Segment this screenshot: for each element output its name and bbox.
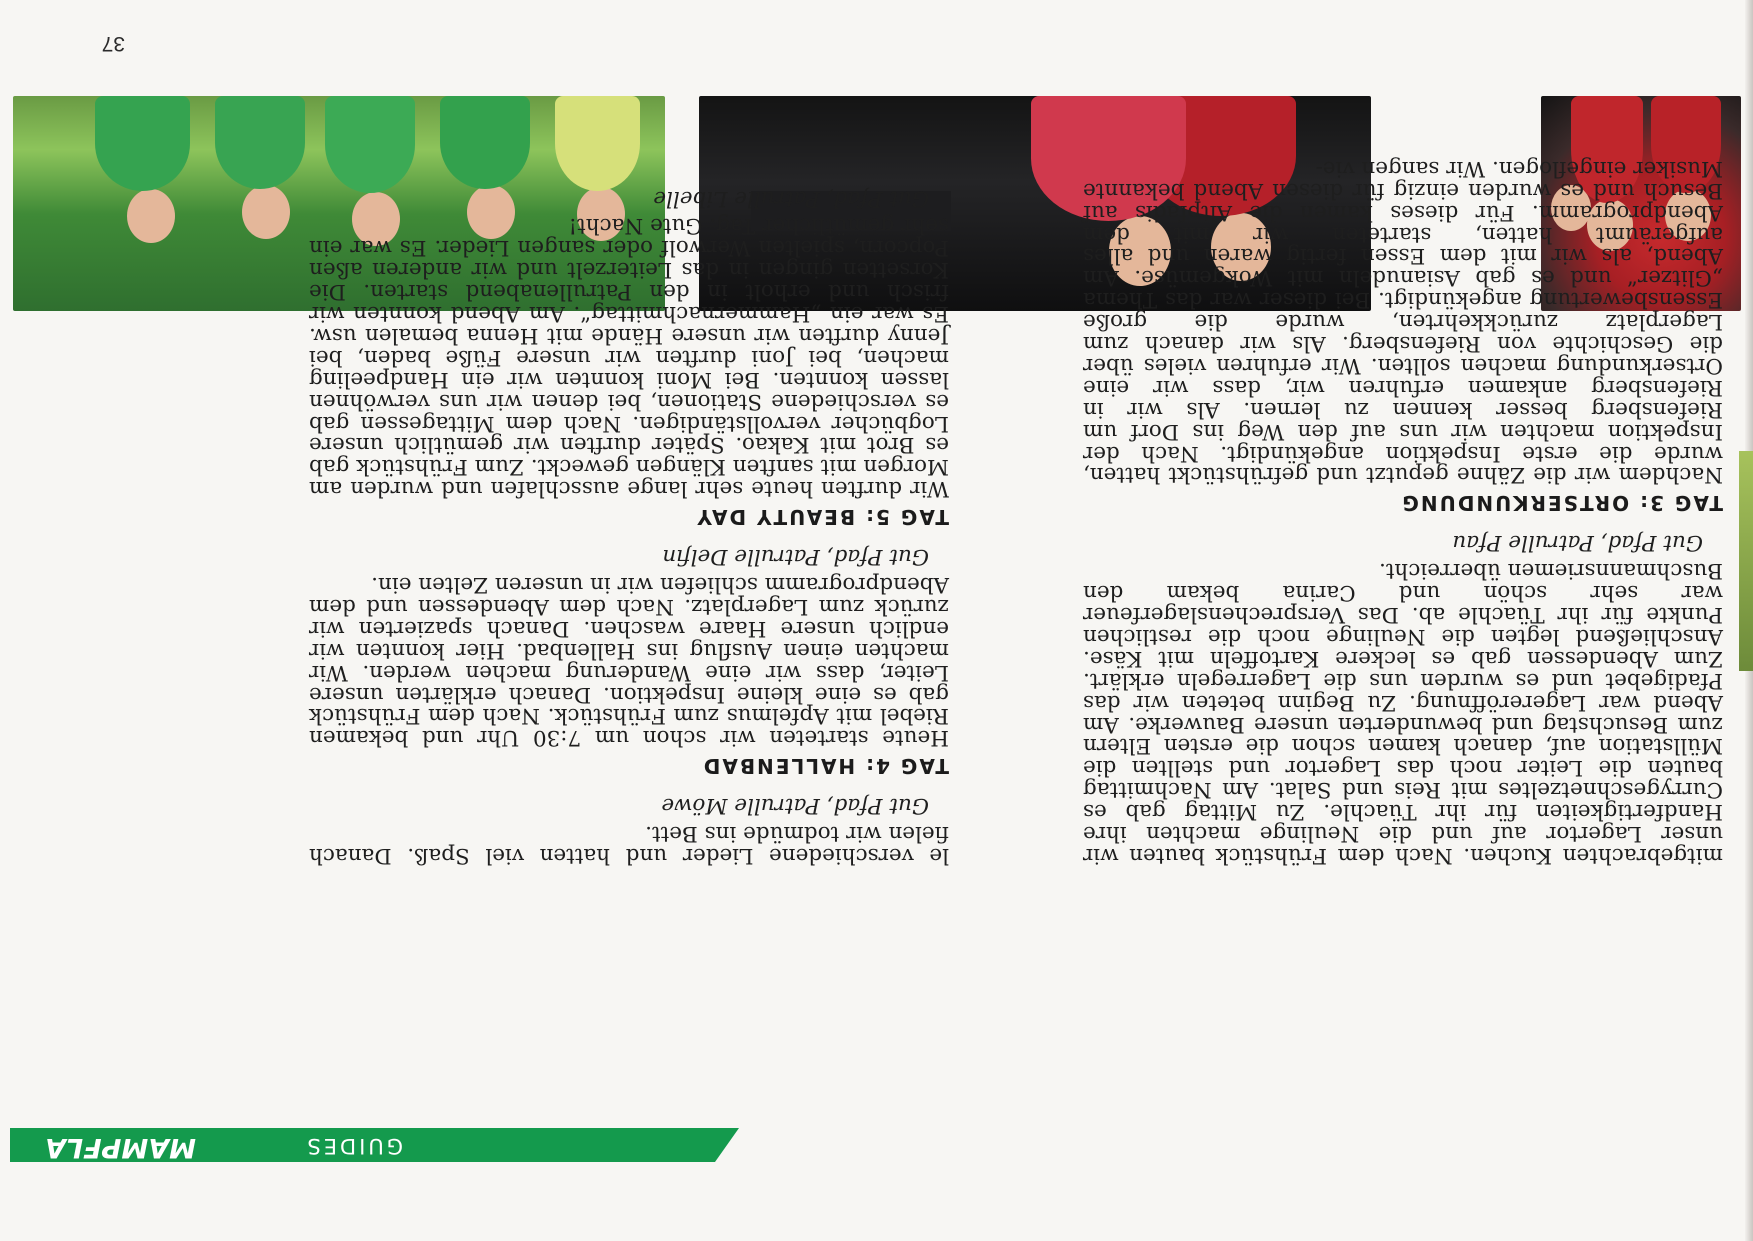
patrol-signature: Gut Pfad, Patrulle Libelle [653, 185, 929, 211]
article-paragraph: le verschiedene Lieder und hatten viel Spaß. Danach fielen wir todmüde ins Bett. [309, 821, 949, 868]
patrol-signature: Gut Pfad, Patrulle Möwe [661, 793, 929, 819]
adjacent-page-strip [1739, 451, 1753, 671]
article-column-right [309, 177, 949, 866]
section-heading: TAG 4: HALLENBAD [701, 754, 949, 779]
page-number: 37 [101, 32, 125, 55]
section-heading: TAG 3: ORTSERKUNDUNG [1400, 491, 1723, 516]
patrol-signature: Gut Pfad, Patrulle Pfau [1452, 530, 1703, 556]
patrol-signature: Gut Pfad, Patrulle Delfin [662, 544, 929, 570]
article-paragraph: Heute starteten wir schon um 7:30 Uhr und bekamen Riebel mit Apfelmus zum Frühstück. Nach dem Frühstück gab es eine kleine Inspektion. Danach erklärten unsere Leiter, dass wir eine Wanderung machen werden. Wir machten einen Ausflug ins Hallenbad. Hier konnten wir endlich unsere Haare waschen. Danach spazierten wir zurück zum Lagerplatz. Nach dem Abendessen und dem Abendprogramm schliefen wir in unseren Zelten ein. [309, 572, 949, 751]
article-paragraph: mitgebrachten Kuchen. Nach dem Frühstück bauten wir unser Lagertor auf und die Neulinge machten ihre Handfertigkeiten für ihr Tüachle. Zu Mittag gab es Currygeschnetzeltes mit Reis und Salat. Am Nachmittag bauten die Leiter noch das Lagertor und stellten die Müllstation auf, danach kamen schon die ersten Eltern zum Besuchstag und bewunderten unsere Bauwerke. Am Abend war Lagereröffnung. Zu Beginn beteten wir das Pfadigebet und es wurden uns die Lagerregeln erklärt. Zum Abendessen gab es leckere Kartoffeln mit Käse. Anschließend legten die Neulinge noch die restlichen Punkte für ihr Tüachle ab. Das Versprechenslagerfeuer war sehr schön und Carina bekam den Buschmannsriemen überreicht. [1083, 558, 1723, 868]
section-label: GUIDES [304, 1134, 403, 1158]
article-column-left [1083, 157, 1723, 866]
article-paragraph: Wir durften heute sehr lange ausschlafen und wurden am Morgen mit sanften Klängen geweckt. Zum Frühstück gab es Brot mit Kakao. Später durften wir gemütlich unsere Logbücher vervollständigen. Nach dem Mittagessen gab es verschiedene Stationen, bei denen wir uns verwöhnen lassen konnten. Bei Moni konnten wir ein Handpeeling machen, bei Joni durften wir unsere Füße baden, bei Jenny durften wir unsere Hände mit Henna bemalen usw. Es war ein „Hammernachmittag“. Am Abend konnten wir frisch und erholt in den Patrullenabend starten. Die Korsetten gingen in das Leiterzelt und wir anderen aßen Popcorn, spielten Werwolf oder sangen Lieder. Es war ein sehr gemütlicher Tag. Gute Nacht! [309, 213, 949, 502]
brand-logo-text: MAMPFLA [45, 1132, 196, 1163]
section-heading: TAG 5: BEAUTY DAY [695, 505, 949, 530]
article-paragraph: Nachdem wir die Zähne geputzt und gefrühstückt hatten, wurde die erste Inspektion angekündigt. Nach der Inspektion machten wir uns auf den Weg ins Dorf um Riefensberg besser kennen zu lernen. Als wir in Riefensberg ankamen erfuhren wir, dass wir eine Ortserkundung machen sollten. Wir erfuhren vieles über die Geschichte von Riefensberg. Als wir danach zum Lagerplatz zurückkehrten, wurde die große Essensbewertung angekündigt. Bei dieser war das Thema „Glitzer“ und es gab Asianudeln mit Wokgemüse. Am Abend, als wir mit dem Essen fertig waren und alles aufgeräumt hatten, starteten wir mit dem Abendprogramm. Für dieses kamen die Altpfadis auf Besuch und es wurden einzig für diesen Abend bekannte Musiker eingeflogen. Wir sangen vie- [1083, 155, 1723, 488]
